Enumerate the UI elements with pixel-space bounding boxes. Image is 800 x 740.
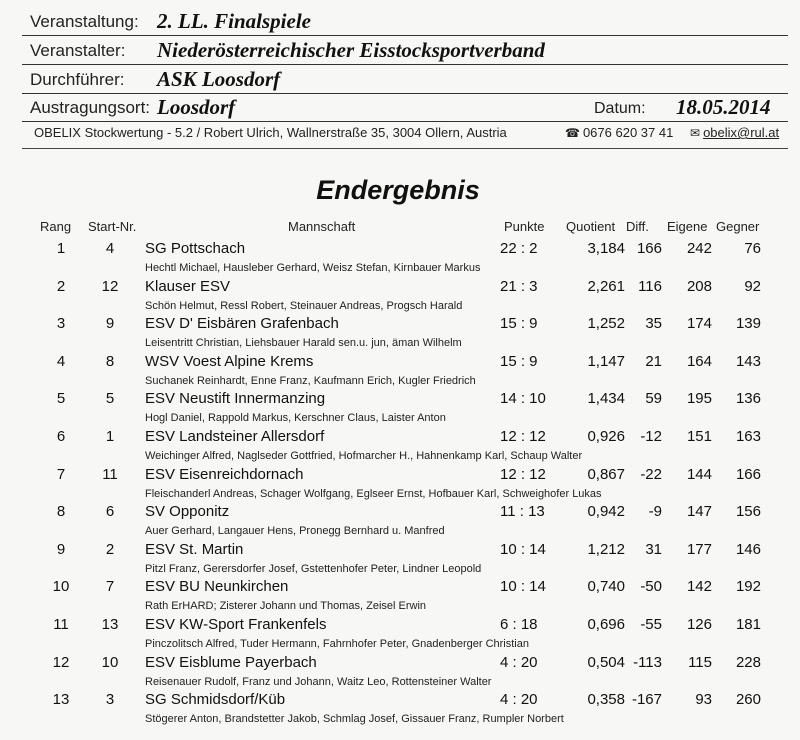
organizer-label: Veranstalter: <box>30 41 126 60</box>
team-name: SV Opponitz <box>145 503 230 521</box>
venue-label: Austragungsort: <box>30 98 151 117</box>
own-score-cell: 195 <box>686 390 712 408</box>
own-score-cell: 93 <box>695 691 712 709</box>
points-cell: 21 : 3 <box>500 277 538 295</box>
table-row <box>0 278 800 315</box>
opponent-score-cell: 181 <box>735 616 761 633</box>
opponent-score-cell: 92 <box>744 277 761 295</box>
table-row <box>0 578 800 615</box>
opponent-score-cell: 136 <box>735 390 761 408</box>
start-number-cell: 4 <box>105 240 115 257</box>
points-cell: 22 : 2 <box>500 240 538 257</box>
start-number-cell: 8 <box>105 352 115 370</box>
start-number-cell: 13 <box>101 616 119 633</box>
difference-cell: 35 <box>645 315 662 333</box>
rank-cell: 5 <box>56 390 66 408</box>
opponent-score-cell: 143 <box>735 352 761 370</box>
col-header-own: Eigene <box>667 219 708 234</box>
points-cell: 4 : 20 <box>500 691 538 709</box>
quotient-cell: 3,184 <box>587 240 625 257</box>
difference-cell: 116 <box>638 277 662 295</box>
points-cell: 11 : 13 <box>500 503 545 521</box>
difference-cell: -167 <box>631 691 662 709</box>
rank-cell: 12 <box>52 653 70 671</box>
quotient-cell: 0,942 <box>587 503 625 521</box>
team-name: ESV KW-Sport Frankenfels <box>145 616 327 633</box>
team-members: Hogl Daniel, Rappold Markus, Kerschner Claus, Laister Anton <box>145 412 446 425</box>
team-members: Pinczolitsch Alfred, Tuder Hermann, Fahrnhofer Peter, Gnadenberger Christian <box>145 638 529 650</box>
rank-cell: 6 <box>56 428 66 445</box>
opponent-score-cell: 156 <box>735 503 761 521</box>
col-header-rank: Rang <box>40 219 72 234</box>
own-score-cell: 142 <box>686 578 712 596</box>
email[interactable] <box>690 125 779 140</box>
quotient-cell: 1,147 <box>587 352 625 370</box>
opponent-score-cell: 163 <box>735 428 761 445</box>
quotient-cell: 0,740 <box>587 578 625 596</box>
team-members: Weichinger Alfred, Naglseder Gottfried, Hofmarcher H., Hahnenkamp Karl, Schaup Walter <box>145 450 583 462</box>
team-name: Klauser ESV <box>145 277 231 295</box>
table-row <box>0 428 800 465</box>
email-link[interactable]: obelix@rul.at <box>703 125 780 140</box>
divider <box>22 121 788 122</box>
rank-cell: 1 <box>56 240 66 257</box>
col-header-quotient: Quotient <box>566 219 616 234</box>
team-members: Hechtl Michael, Hausleber Gerhard, Weisz Stefan, Kirnbauer Markus <box>145 262 481 274</box>
organizer-value: Niederösterreichischer Eisstocksportverband <box>157 38 545 62</box>
divider <box>22 148 788 149</box>
venue-row <box>0 95 800 124</box>
start-number-cell: 10 <box>101 653 119 671</box>
start-number-cell: 3 <box>105 691 115 709</box>
event-label: Veranstaltung: <box>30 12 139 31</box>
rank-cell: 3 <box>56 315 66 333</box>
col-header-opp: Gegner <box>716 219 760 234</box>
table-row <box>0 503 800 540</box>
team-members: Rath ErHARD; Zisterer Johann und Thomas, Zeisel Erwin <box>145 600 427 613</box>
points-cell: 4 : 20 <box>500 653 538 671</box>
start-number-cell: 5 <box>105 390 115 408</box>
date-label: Datum: <box>594 100 646 117</box>
start-number-cell: 9 <box>105 315 115 333</box>
own-score-cell: 164 <box>686 352 712 370</box>
points-cell: 15 : 9 <box>500 315 538 333</box>
own-score-cell: 174 <box>686 315 712 333</box>
software-info: OBELIX Stockwertung - 5.2 / Robert Ulrich, Wallnerstraße 35, 3004 Ollern, Austria <box>34 125 507 140</box>
rank-cell: 13 <box>52 691 70 709</box>
team-members: Pitzl Franz, Gerersdorfer Josef, Gstettenhofer Peter, Lindner Leopold <box>145 562 482 575</box>
own-score-cell: 208 <box>686 277 712 295</box>
phone-text: 0676 620 37 41 <box>582 125 674 140</box>
rank-cell: 11 <box>53 616 69 633</box>
difference-cell: 31 <box>645 540 662 558</box>
difference-cell: 166 <box>636 240 662 257</box>
team-name: ESV Eisblume Payerbach <box>145 653 317 671</box>
difference-cell: -12 <box>640 428 662 445</box>
col-header-points: Punkte <box>504 219 545 234</box>
table-row <box>0 654 800 691</box>
team-name: ESV Landsteiner Allersdorf <box>145 428 325 445</box>
rank-cell: 4 <box>56 352 66 370</box>
divider <box>22 93 788 94</box>
table-row <box>0 315 800 352</box>
telephone-icon: ☎ <box>565 126 580 140</box>
difference-cell: -22 <box>640 465 662 483</box>
points-cell: 10 : 14 <box>500 578 546 596</box>
opponent-score-cell: 228 <box>735 653 761 671</box>
team-members: Suchanek Reinhardt, Enne Franz, Kaufmann Erich, Kugler Friedrich <box>145 374 476 387</box>
own-score-cell: 126 <box>686 616 712 633</box>
col-header-diff: Diff. <box>626 219 649 234</box>
table-row <box>0 466 800 503</box>
difference-cell: -50 <box>640 578 662 596</box>
table-row <box>0 353 800 390</box>
team-name: SG Pottschach <box>145 240 246 257</box>
table-row <box>0 541 800 578</box>
difference-cell: 21 <box>645 352 662 370</box>
page-title: Endergebnis <box>316 175 480 205</box>
team-name: ESV Eisenreichdornach <box>145 465 304 483</box>
start-number-cell: 2 <box>105 540 115 558</box>
own-score-cell: 144 <box>686 465 712 483</box>
opponent-score-cell: 139 <box>735 315 761 333</box>
rank-cell: 10 <box>52 578 70 596</box>
quotient-cell: 0,926 <box>587 428 625 445</box>
start-number-cell: 1 <box>105 428 115 445</box>
col-header-start: Start-Nr. <box>88 219 137 234</box>
executor-value: ASK Loosdorf <box>157 67 281 91</box>
difference-cell: 59 <box>645 390 662 408</box>
points-cell: 15 : 9 <box>500 352 538 370</box>
col-header-team: Mannschaft <box>288 219 356 234</box>
start-number-cell: 11 <box>102 465 118 483</box>
team-name: SG Schmidsdorf/Küb <box>145 691 286 709</box>
quotient-cell: 1,252 <box>587 315 625 333</box>
team-members: Fleischanderl Andreas, Schager Wolfgang, Eglseer Ernst, Hofbauer Karl, Schweighofer Lukas <box>145 487 602 500</box>
points-cell: 10 : 14 <box>500 540 546 558</box>
start-number-cell: 6 <box>105 503 115 521</box>
points-cell: 12 : 12 <box>500 465 546 483</box>
own-score-cell: 115 <box>688 653 712 671</box>
divider <box>22 64 788 65</box>
team-name: ESV BU Neunkirchen <box>145 578 289 596</box>
quotient-cell: 0,358 <box>587 691 625 709</box>
team-name: ESV St. Martin <box>145 540 244 558</box>
opponent-score-cell: 76 <box>744 240 761 257</box>
difference-cell: -9 <box>648 503 662 521</box>
date-value: 18.05.2014 <box>676 95 771 119</box>
event-value: 2. LL. Finalspiele <box>157 9 311 33</box>
own-score-cell: 242 <box>686 240 712 257</box>
table-row <box>0 691 800 728</box>
opponent-score-cell: 192 <box>735 578 761 596</box>
executor-row <box>0 67 800 96</box>
envelope-icon: ✉ <box>690 126 701 140</box>
own-score-cell: 151 <box>686 428 712 445</box>
points-cell: 6 : 18 <box>500 616 538 633</box>
quotient-cell: 1,212 <box>587 540 625 558</box>
difference-cell: -55 <box>640 616 662 633</box>
quotient-cell: 0,867 <box>587 465 625 483</box>
difference-cell: -113 <box>633 653 662 671</box>
team-members: Schön Helmut, Ressl Robert, Steinauer Andreas, Progsch Harald <box>145 299 463 312</box>
rank-cell: 7 <box>56 465 66 483</box>
team-members: Leisentritt Christian, Liehsbauer Harald sen.u. jun, äman Wilhelm <box>145 337 462 350</box>
opponent-score-cell: 146 <box>735 540 761 558</box>
executor-label: Durchführer: <box>30 70 125 89</box>
team-name: ESV D' Eisbären Grafenbach <box>145 315 339 333</box>
organizer-row <box>0 38 800 67</box>
quotient-cell: 0,504 <box>587 653 625 671</box>
points-cell: 12 : 12 <box>500 428 546 445</box>
own-score-cell: 177 <box>686 540 712 558</box>
table-row <box>0 240 800 277</box>
team-members: Reisenauer Rudolf, Franz und Johann, Waitz Leo, Rottensteiner Walter <box>145 675 492 688</box>
contact-bar <box>0 125 800 145</box>
quotient-cell: 2,261 <box>587 277 625 295</box>
event-row <box>0 9 800 38</box>
points-cell: 14 : 10 <box>500 390 546 408</box>
opponent-score-cell: 260 <box>735 691 761 709</box>
team-members: Stögerer Anton, Brandstetter Jakob, Schmlag Josef, Gissauer Franz, Rumpler Norbert <box>145 713 564 726</box>
rank-cell: 2 <box>56 277 66 295</box>
quotient-cell: 0,696 <box>587 616 625 633</box>
venue-value: Loosdorf <box>157 95 236 119</box>
team-name: WSV Voest Alpine Krems <box>145 352 314 370</box>
rank-cell: 9 <box>56 540 66 558</box>
quotient-cell: 1,434 <box>587 390 625 408</box>
table-row <box>0 616 800 653</box>
start-number-cell: 7 <box>105 578 115 596</box>
table-row <box>0 390 800 427</box>
rank-cell: 8 <box>56 503 66 521</box>
own-score-cell: 147 <box>686 503 712 521</box>
opponent-score-cell: 166 <box>735 465 761 483</box>
start-number-cell: 12 <box>101 277 119 295</box>
team-name: ESV Neustift Innermanzing <box>145 390 326 408</box>
phone-number <box>565 125 673 140</box>
divider <box>22 35 788 36</box>
team-members: Auer Gerhard, Langauer Hens, Pronegg Bernhard u. Manfred <box>145 525 445 538</box>
